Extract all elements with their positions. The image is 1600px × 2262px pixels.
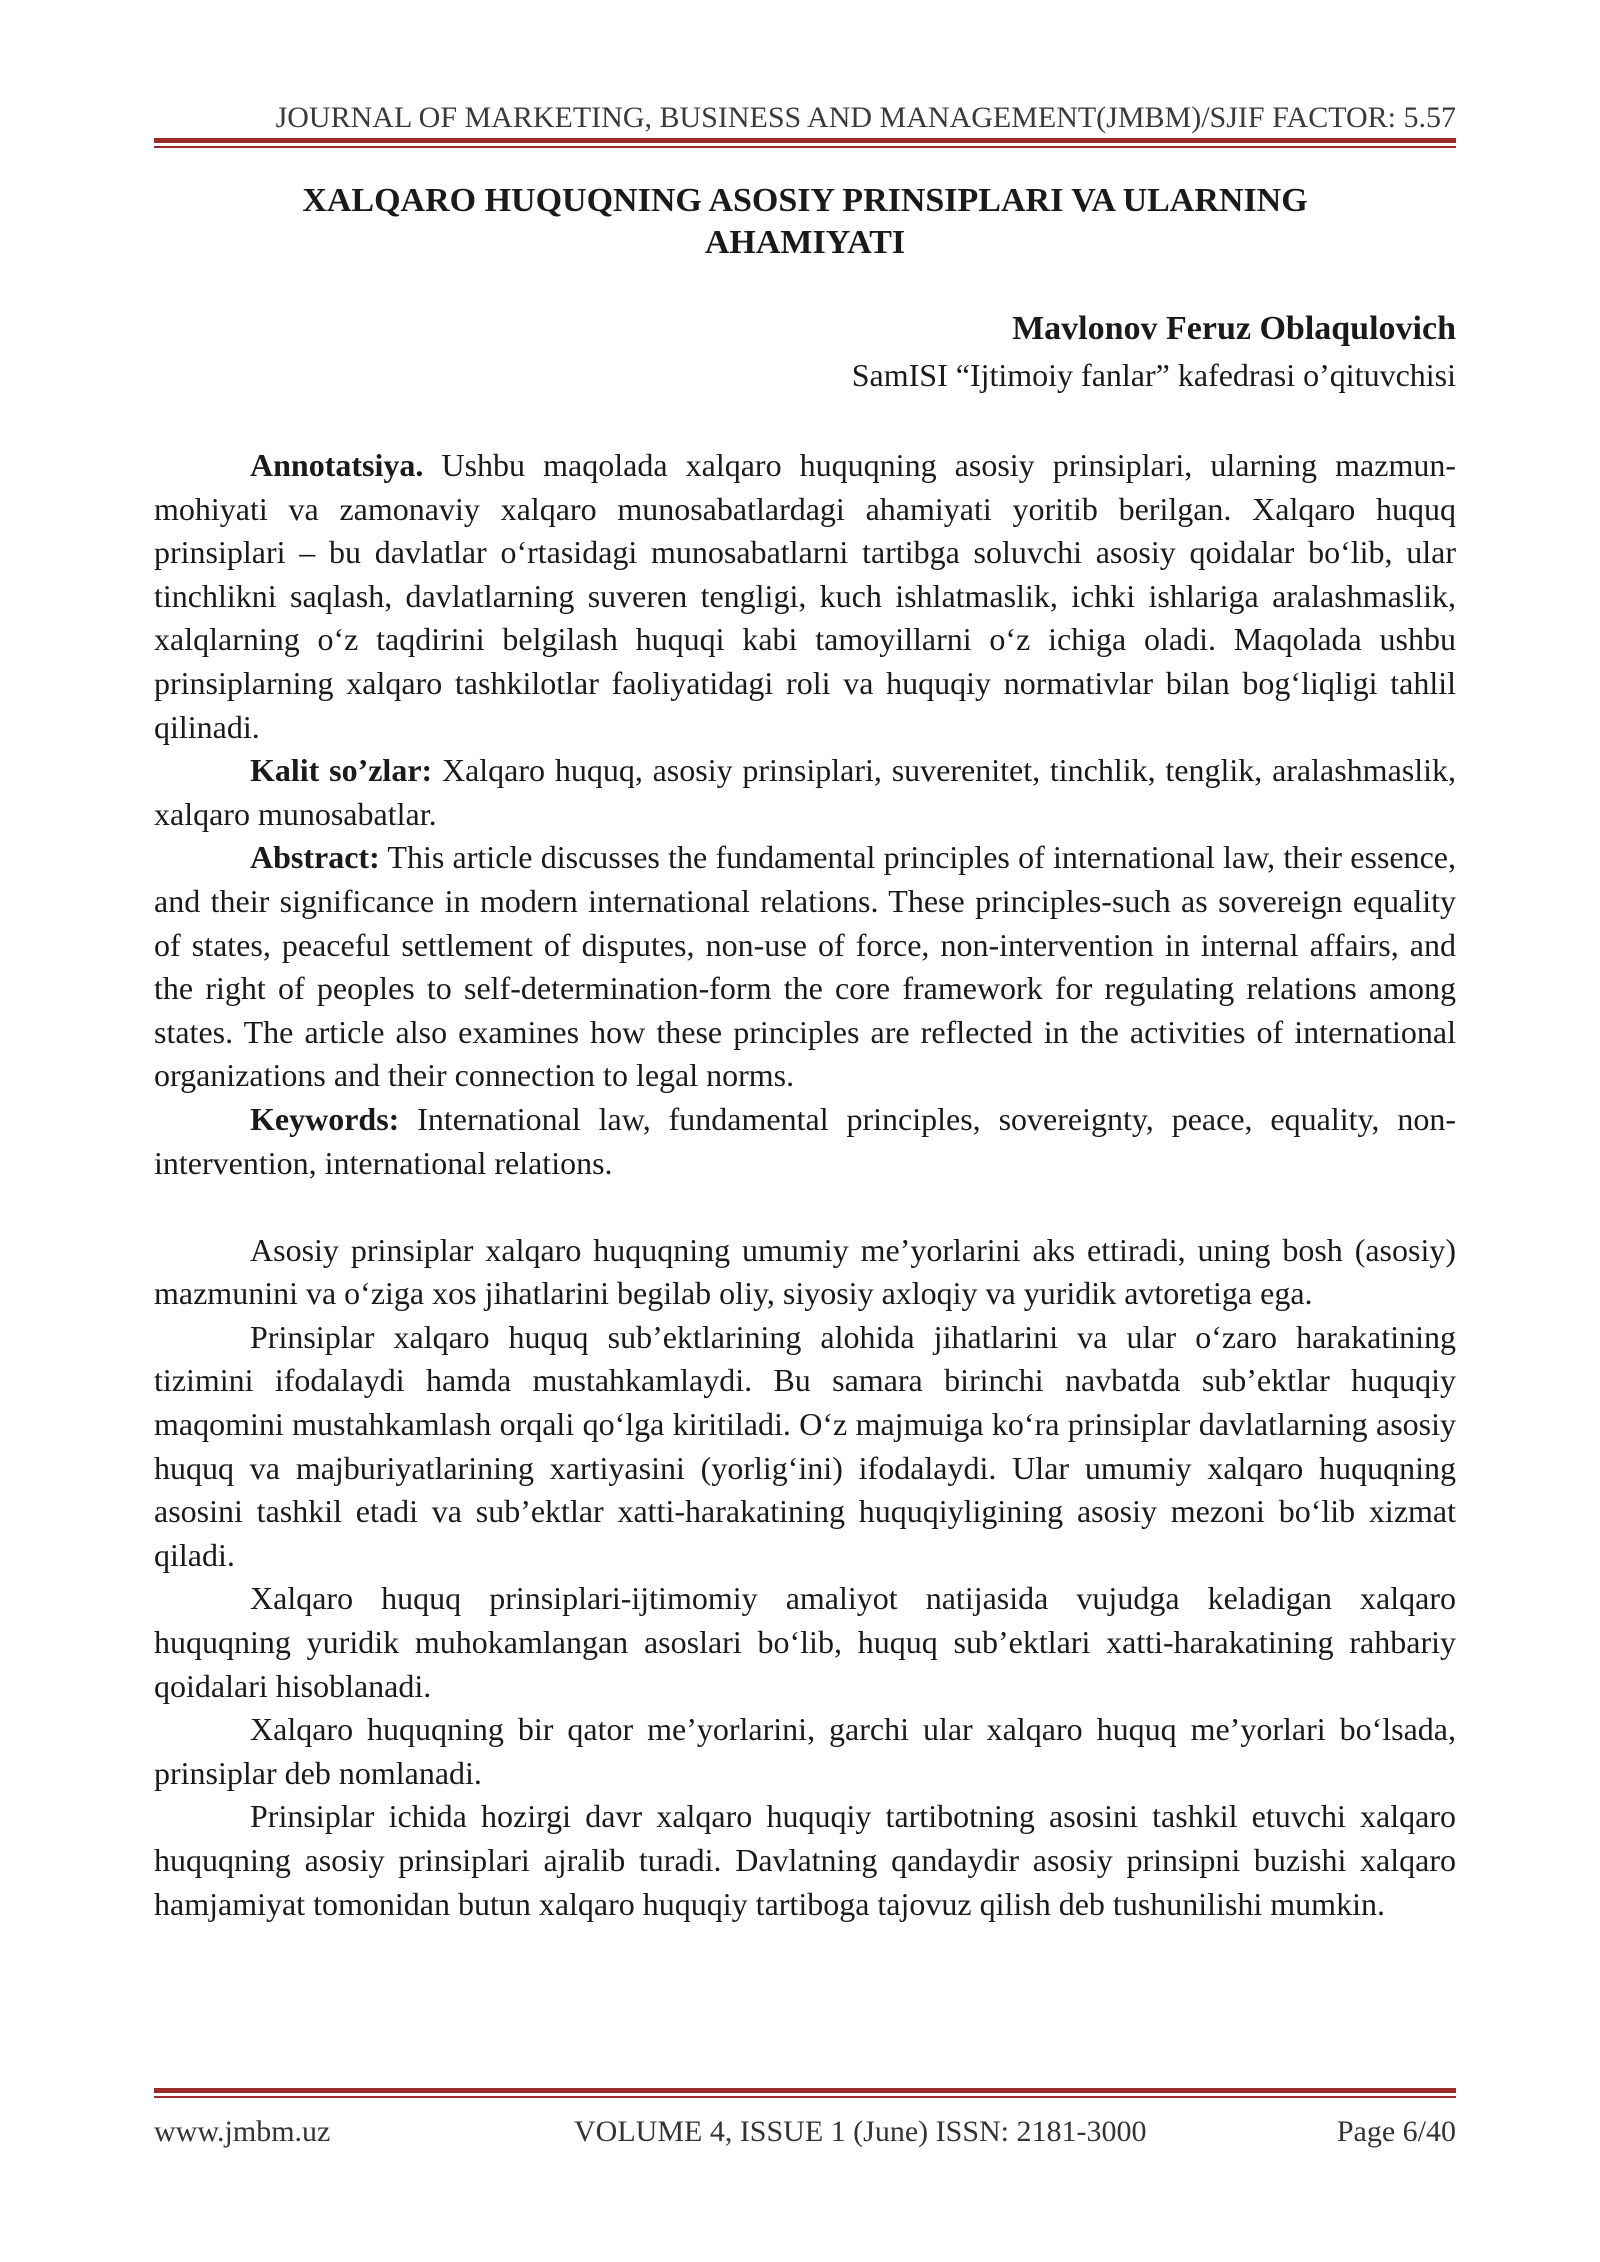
annotation-paragraph [154,444,1456,749]
keywords-label: Keywords: [250,1100,400,1137]
page-footer [154,2114,1456,2154]
journal-running-head: JOURNAL OF MARKETING, BUSINESS AND MANAGEMENT(JMBM)/SJIF FACTOR: 5.57 [275,101,1456,134]
title-line-2: AHAMIYATI [704,224,906,261]
body-paragraph: Xalqaro huquqning bir qator me’yorlarini, garchi ular xalqaro huquq me’yorlari bo‘lsada, prinsiplar deb nomlanadi. [154,1711,1456,1791]
title-line-1: XALQARO HUQUQNING ASOSIY PRINSIPLARI VA ULARNING [302,182,1308,219]
abstract-text: This article discusses the fundamental principles of international law, their essence, and their significance in modern international relations. These principles-such as sovereign equality of states, peaceful settlement of disputes, non-use of force, non-intervention in internal affairs, and the right of peoples to self-determination-form the core framework for regulating relations among states. The article also examines how these principles are reflected in the activities of international organizations and their connection to legal norms. [154,839,1456,1094]
footer-page-number: Page 6/40 [1336,2115,1456,2148]
author-affiliation: SamISI “Ijtimoiy fanlar” kafedrasi o’qituvchisi [851,357,1456,393]
kalit-label: Kalit so’zlar: [250,752,433,789]
article-body [154,444,1456,1926]
body-paragraph: Prinsiplar xalqaro huquq sub’ektlarining alohida jihatlarini va ular o‘zaro harakatining tizimini ifodalaydi hamda mustahkamlaydi. Bu samara birinchi navbatda sub’ektlar huquqiy maqomini mustahkamlash orqali qo‘lga kiritiladi. O‘z majmuiga ko‘ra prinsiplar davlatlarning asosiy huquq va majburiyatlarining xartiyasini (yorlig‘ini) ifodalaydi. Ular umumiy xalqaro huquqning asosini tashkil etadi va sub’ektlar xatti-harakatining huquqiyligining asosiy mezoni bo‘lib xizmat qiladi. [154,1318,1456,1573]
abstract-label: Abstract: [250,839,380,876]
body-paragraph: Prinsiplar ichida hozirgi davr xalqaro huquqiy tartibotning asosini tashkil etuvchi xalqaro huquqning asosiy prinsiplari ajralib turadi. Davlatning qandaydir asosiy prinsipni buzishi xalqaro hamjamiyat tomonidan butun xalqaro huquqiy tartiboga tajovuz qilish deb tushunilishi mumkin. [154,1798,1456,1922]
annotation-text: Ushbu maqolada xalqaro huquqning asosiy prinsiplari, ularning mazmun-mohiyati va zamonaviy xalqaro munosabatlardagi ahamiyati yoritib berilgan. Xalqaro huquq prinsiplari – bu davlatlar o‘rtasidagi munosabatlarni tartibga soluvchi asosiy qoidalar bo‘lib, ular tinchlikni saqlash, davlatlarning suveren tengligi, kuch ishlatmaslik, ichki ishlariga aralashmaslik, xalqlarning o‘z taqdirini belgilash huquqi kabi tamoyillarni o‘z ichiga oladi. Maqolada ushbu prinsiplarning xalqaro tashkilotlar faoliyatidagi roli va huquqiy normativlar bilan bog‘liqligi tahlil qilinadi. [154,447,1456,745]
kalit-text: Xalqaro huquq, asosiy prinsiplari, suverenitet, tinchlik, tenglik, aralashmaslik, xalqaro munosabatlar. [154,752,1457,832]
keywords-text: International law, fundamental principles, sovereignty, peace, equality, non-intervention, international relations. [154,1100,1456,1181]
footer-rule [154,2088,1456,2098]
header-rule [154,138,1456,148]
author-name: Mavlonov Feruz Oblaqulovich [1012,310,1456,347]
annotation-label: Annotatsiya. [250,447,424,483]
abstract-paragraph [154,836,1456,1098]
footer-website: www.jmbm.uz [154,2115,331,2148]
body-paragraph: Xalqaro huquq prinsiplari-ijtimomiy amaliyot natijasida vujudga keladigan xalqaro huquqning yuridik muhokamlangan asoslari bo‘lib, huquq sub’ektlari xatti-harakatining rahbariy qoidalari hisoblanadi. [154,1580,1456,1704]
article-title [154,180,1456,264]
body-paragraph: Asosiy prinsiplar xalqaro huquqning umumiy me’yorlarini aks ettiradi, uning bosh (asosiy) mazmunini va o‘ziga xos jihatlarini begilab oliy, siyosiy axloqiy va yuridik avtoretiga ega. [154,1231,1456,1312]
footer-volume-issn: VOLUME 4, ISSUE 1 (June) ISSN: 2181-3000 [574,2115,1147,2148]
keywords-paragraph [154,1098,1456,1185]
kalit-paragraph [154,749,1456,836]
